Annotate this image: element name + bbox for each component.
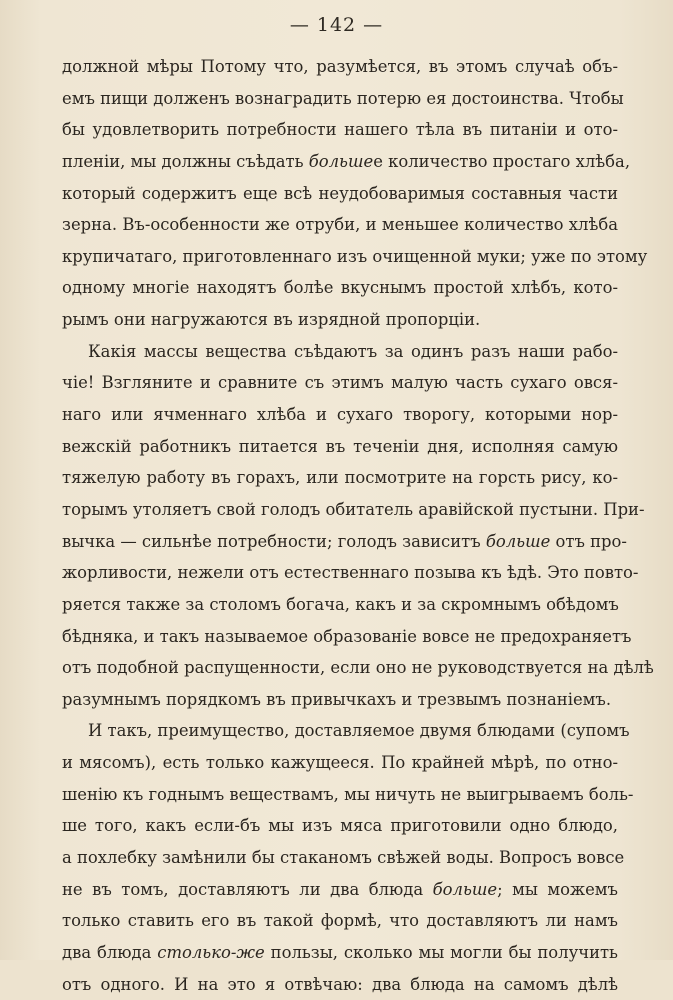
text-line: а похлебку замѣнили бы стаканомъ свѣжей воды. Вопросъ вовсе [62, 848, 625, 868]
text-line: не въ томъ, доставляютъ ли два блюда больше; мы можемъ [62, 879, 618, 899]
text-line: жорливости, нежели отъ естественнаго позыва къ ѣдѣ. Это повто- [62, 563, 639, 583]
text-line: пленіи, мы должны съѣдать большее количество простаго хлѣба, [62, 151, 631, 171]
page-number: — 142 — [289, 14, 384, 36]
text-line: наго или ячменнаго хлѣба и сухаго творогу, которыми нор- [62, 405, 618, 425]
text-line: крупичатаго, приготовленнаго изъ очищенной муки; уже по этому [62, 246, 648, 266]
text-line: И такъ, преимущество, доставляемое двумя блюдами (супомъ [88, 721, 630, 741]
text-line: два блюда столько-же пользы, сколько мы могли бы получить [62, 942, 618, 962]
text-line: бѣдняка, и такъ называемое образованіе вовсе не предохраняетъ [62, 626, 632, 646]
text-line: отъ подобной распущенности, если оно не руководствуется на дѣлѣ [62, 658, 654, 678]
text-line: бы удовлетворить потребности нашего тѣла въ питаніи и ото- [62, 120, 618, 140]
text-line: который содержитъ еще всѣ неудобоваримыя составныя части [62, 183, 618, 203]
text-line: ше того, какъ если-бъ мы изъ мяса приготовили одно блюдо, [62, 816, 618, 836]
text-line: ряется также за столомъ богача, какъ и за скромнымъ обѣдомъ [62, 594, 619, 614]
body-text [62, 51, 654, 1000]
text-line: одному многіе находятъ болѣе вкуснымъ простой хлѣбъ, кото- [62, 278, 618, 298]
text-line: Какія массы вещества съѣдаютъ за одинъ разъ наши рабо- [88, 341, 618, 361]
text-line: торымъ утоляетъ свой голодъ обитатель аравійской пустыни. При- [62, 499, 645, 519]
text-line: зерна. Въ-особенности же отруби, и меньшее количество хлѣба [62, 215, 618, 235]
text-line: и мясомъ), есть только кажущееся. По крайней мѣрѣ, по отно- [62, 753, 618, 773]
text-line: вежскій работникъ питается въ теченіи дня, исполняя самую [62, 436, 618, 456]
text-line: чіе! Взгляните и сравните съ этимъ малую часть сухаго овся- [62, 373, 618, 393]
text-line: вычка — сильнѣе потребности; голодъ зависитъ больше отъ про- [62, 531, 627, 551]
text-line: емъ пищи долженъ вознаградить потерю ея достоинства. Чтобы [62, 88, 624, 108]
text-line: тяжелую работу въ горахъ, или посмотрите на горсть рису, ко- [62, 468, 618, 488]
text-line: разумнымъ порядкомъ въ привычкахъ и трезвымъ познаніемъ. [62, 689, 612, 709]
text-line: отъ одного. И на это я отвѣчаю: два блюда на самомъ дѣлѣ [62, 974, 618, 994]
text-line: рымъ они нагружаются въ изрядной пропорціи. [62, 310, 481, 330]
text-line: шенію къ годнымъ веществамъ, мы ничуть не выигрываемъ боль- [62, 784, 634, 804]
text-line: должной мѣры Потому что, разумѣется, въ этомъ случаѣ объ- [62, 57, 618, 76]
text-line: только ставить его въ такой формѣ, что доставляютъ ли намъ [62, 911, 618, 931]
